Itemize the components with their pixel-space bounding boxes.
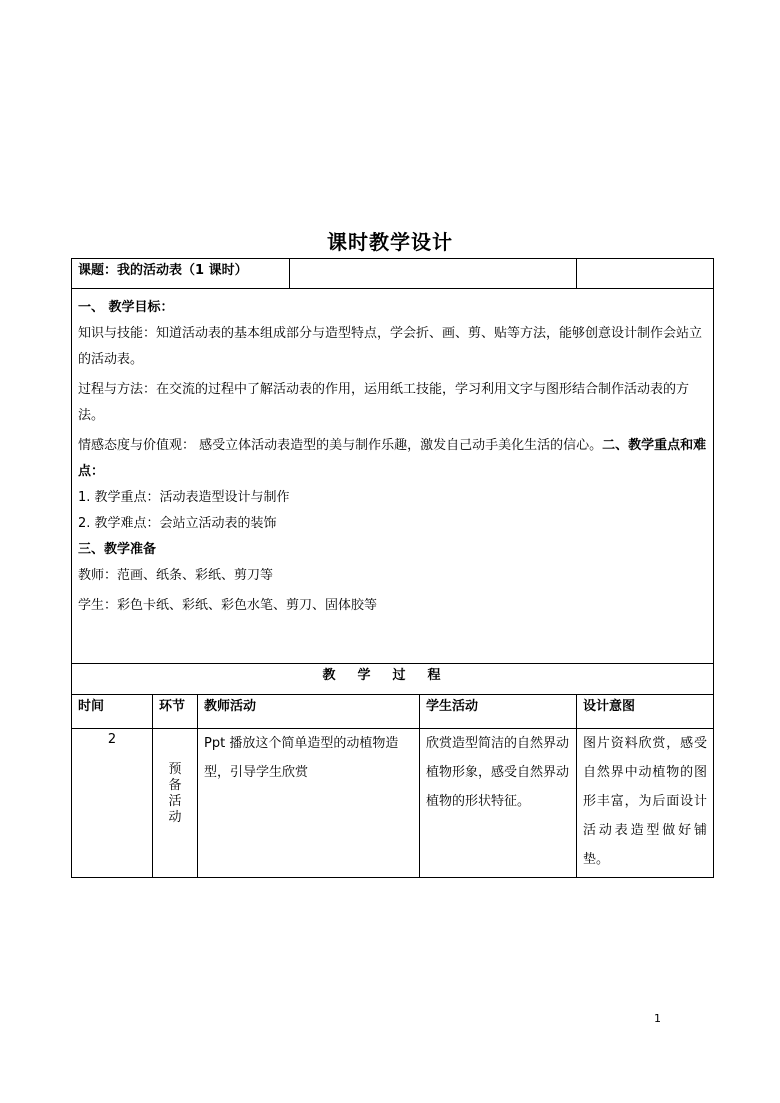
process-row bbox=[72, 729, 714, 878]
knowledge-goal: 知识与技能：知道活动表的基本组成部分与造型特点，学会折、画、剪、贴等方法，能够创意设计制作会站立的活动表。 bbox=[78, 326, 703, 367]
document-title: 课时教学设计 bbox=[327, 230, 453, 254]
process-goal: 过程与方法：在交流的过程中了解活动表的作用，运用纸工技能，学习利用文字与图形结合制作活动表的方法。 bbox=[78, 382, 690, 423]
row-teacher-activity: Ppt 播放这个简单造型的动植物造型，引导学生欣赏 bbox=[198, 729, 420, 878]
teacher-preparation: 教师：范画、纸条、彩纸、剪刀等 bbox=[78, 568, 274, 583]
header-stage: 环节 bbox=[153, 695, 198, 729]
header-teacher-activity: 教师活动 bbox=[198, 695, 420, 729]
header-time: 时间 bbox=[72, 695, 153, 729]
lesson-plan-table bbox=[71, 258, 714, 878]
topic-cell-2 bbox=[290, 259, 577, 289]
process-title-row bbox=[72, 664, 714, 695]
emotion-goal bbox=[78, 433, 707, 485]
difficult-point: 2. 教学难点：会站立活动表的装饰 bbox=[78, 516, 277, 531]
process-header-row bbox=[72, 695, 714, 729]
header-design-intent: 设计意图 bbox=[577, 695, 714, 729]
process-title: 教学过程 bbox=[72, 664, 714, 695]
key-point: 1. 教学重点：活动表造型设计与制作 bbox=[78, 490, 290, 505]
topic-row bbox=[72, 259, 714, 289]
student-preparation: 学生：彩色卡纸、彩纸、彩色水笔、剪刀、固体胶等 bbox=[78, 598, 378, 613]
row-stage-text: 预备活动 bbox=[168, 762, 182, 825]
row-time: 2 bbox=[72, 729, 153, 878]
topic-cell-3 bbox=[577, 259, 714, 289]
page-number: 1 bbox=[654, 1012, 661, 1025]
key-points-heading: 二、教学重点和难点： bbox=[78, 438, 707, 479]
goals-cell bbox=[72, 289, 714, 664]
preparation-heading: 三、教学准备 bbox=[78, 542, 157, 557]
topic-label: 课题：我的活动表（1 课时） bbox=[72, 259, 290, 289]
emotion-goal-text: 情感态度与价值观： 感受立体活动表造型的美与制作乐趣，激发自己动手美化生活的信心。 bbox=[78, 438, 603, 453]
row-stage bbox=[153, 729, 198, 878]
row-student-activity: 欣赏造型简洁的自然界动植物形象，感受自然界动植物的形状特征。 bbox=[420, 729, 577, 878]
goals-heading: 一、 教学目标： bbox=[78, 300, 174, 315]
goals-row bbox=[72, 289, 714, 664]
header-student-activity: 学生活动 bbox=[420, 695, 577, 729]
row-design-intent: 图片资料欣赏，感受自然界中动植物的图形丰富，为后面设计活动表造型做好铺垫。 bbox=[577, 729, 714, 878]
